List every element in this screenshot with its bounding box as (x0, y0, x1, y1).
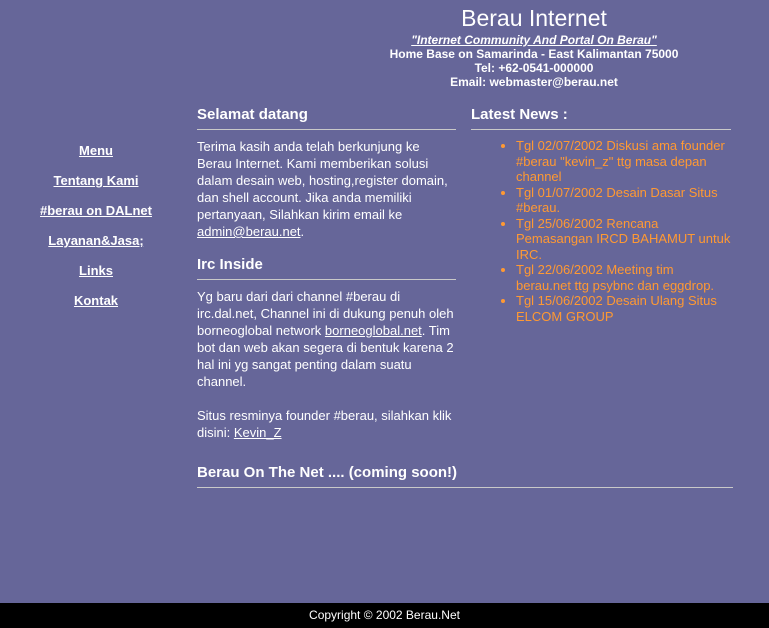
news-item: • Tgl 15/06/2002 Desain Ulang Situs ELCOM GROUP (516, 293, 731, 324)
admin-email-link[interactable]: admin@berau.net (197, 224, 301, 239)
site-phone: Tel: +62-0541-000000 (474, 61, 594, 75)
latest-news-heading: Latest News : (471, 106, 568, 123)
page-footer (0, 603, 769, 628)
sidebar-item-links[interactable]: Links (79, 263, 113, 278)
coming-soon-divider (197, 487, 733, 488)
irc-inside-heading: Irc Inside (197, 256, 263, 273)
main-column (197, 100, 456, 458)
sidebar-item-layanan-jasa[interactable]: Layanan&Jasa; (48, 233, 144, 248)
irc-inside-divider (197, 279, 456, 280)
sidebar-item-menu[interactable]: Menu (79, 143, 113, 158)
news-list (471, 138, 731, 324)
coming-soon-section (197, 458, 733, 496)
sidebar-menu (0, 143, 192, 323)
irc-inside-section (197, 257, 456, 441)
welcome-paragraph (197, 138, 456, 240)
welcome-text-end: . (300, 224, 305, 239)
borneoglobal-link[interactable]: borneoglobal.net (324, 323, 422, 338)
irc-text-2: . Tim bot dan web akan segera di bentuk karena 2 hal ini yg sangat penting dalam suatu channel. (197, 323, 454, 389)
news-item: • Tgl 22/06/2002 Meeting tim berau.net ttg psybnc dan eggdrop. (516, 262, 731, 293)
site-email: Email: webmaster@berau.net (450, 75, 618, 89)
news-item: • Tgl 02/07/2002 Diskusi ama founder #berau "kevin_z" ttg masa depan channel (516, 138, 731, 185)
irc-text-1: Yg baru dari dari channel #berau di irc.dal.net, Channel ini di dukung penuh oleh borneoglobal network (197, 289, 454, 338)
site-address: Home Base on Samarinda - East Kalimantan 75000 (389, 47, 679, 61)
news-item: • Tgl 25/06/2002 Rencana Pemasangan IRCD BAHAMUT untuk IRC. (516, 216, 731, 263)
irc-paragraph-1 (197, 288, 456, 390)
site-tagline: "Internet Community And Portal On Berau" (411, 33, 657, 47)
irc-paragraph-2 (197, 407, 456, 441)
latest-news-column (471, 100, 731, 324)
welcome-section (197, 107, 456, 240)
kevin-z-link[interactable]: Kevin_Z (233, 425, 282, 440)
coming-soon-heading: Berau On The Net .... (coming soon!) (197, 464, 458, 481)
welcome-text: Terima kasih anda telah berkunjung ke Berau Internet. Kami memberikan solusi dalam desain web, hosting,register domain, dan shell account. Jika anda memiliki pertanyaan, Silahkan kirim email ke (197, 139, 448, 222)
welcome-divider (197, 129, 456, 130)
site-header (299, 5, 769, 89)
welcome-heading: Selamat datang (197, 106, 308, 123)
sidebar-item-tentang-kami[interactable]: Tentang Kami (53, 173, 139, 188)
latest-news-divider (471, 129, 731, 130)
sidebar-item-kontak[interactable]: Kontak (73, 293, 119, 308)
sidebar-item-berau-on-dalnet[interactable]: #berau on DALnet (40, 203, 152, 218)
copyright-text: Copyright © 2002 Berau.Net (309, 608, 460, 622)
irc-text-3: Situs resminya founder #berau, silahkan klik disini: (197, 408, 452, 440)
site-title: Berau Internet (461, 5, 607, 31)
news-item: • Tgl 01/07/2002 Desain Dasar Situs #berau. (516, 185, 731, 216)
